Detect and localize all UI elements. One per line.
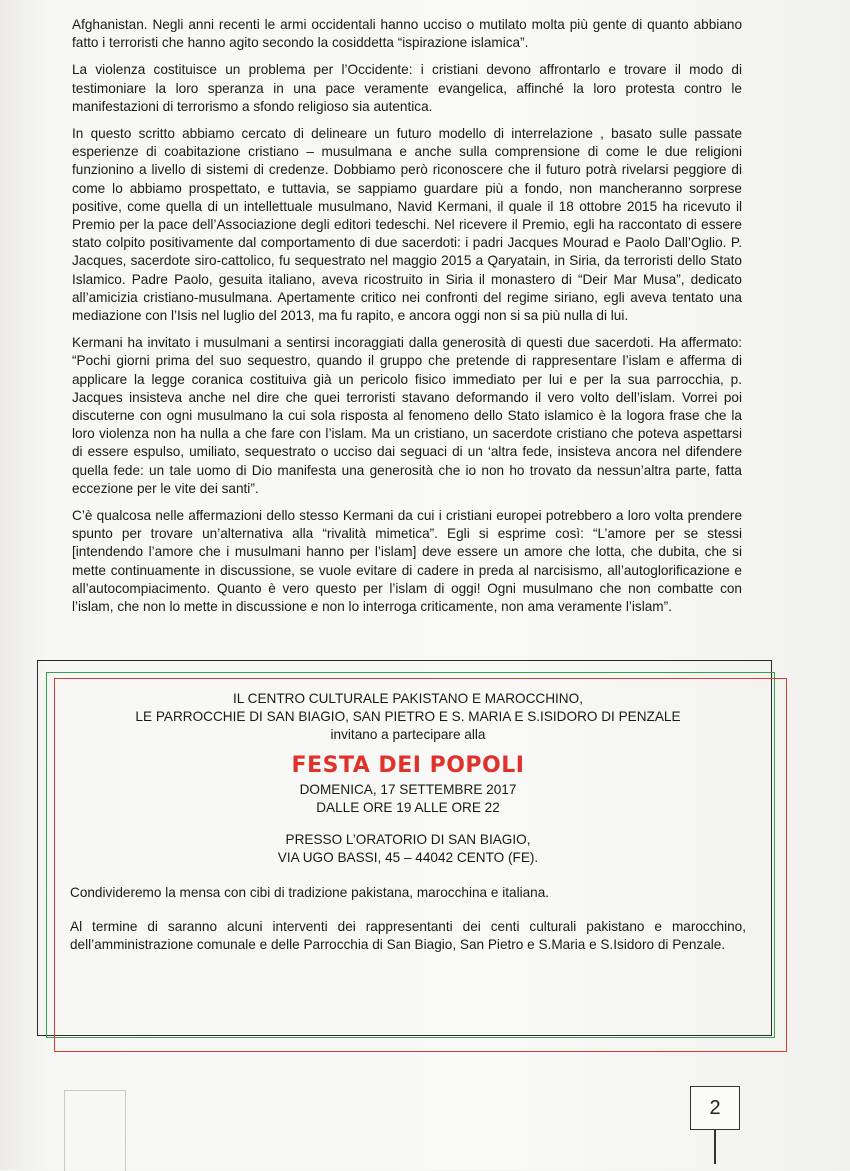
organizers-line-1: IL CENTRO CULTURALE PAKISTANO E MAROCCHINO, <box>233 691 583 706</box>
meal-text: Condivideremo la mensa con cibi di tradizione pakistana, marocchina e italiana. <box>70 884 550 900</box>
paragraph-5: C’è qualcosa nelle affermazioni dello stesso Kermani da cui i cristiani europei potrebbero a loro volta prendere spunto per trovare un’alternativa alla “rivalità mimetica”. Egli si esprime così: “L’amore per se stessi [intendendo l’amore che i musulmani hanno per l’islam] deve essere un amore che lotta, che dubita, che si mette continuamente in discussione, se vuole evitare di cadere in preda al narcisismo, all’autoglorificazione e all’autocompiacimento. Quanto è vero questo per l’islam di oggi! Ogni musulmano che non combatte con l’islam, che non lo mette in discussione e non lo interroga criticamente, non ama veramente l’islam”. <box>72 508 742 615</box>
event-time: DALLE ORE 19 ALLE ORE 22 <box>316 800 500 816</box>
event-date: DOMENICA, 17 SETTEMBRE 2017 <box>299 781 517 797</box>
event-invitation <box>70 690 746 954</box>
page-number-stem <box>714 1129 716 1164</box>
event-title: FESTA DEI POPOLI <box>291 752 525 778</box>
article-body <box>72 16 742 625</box>
paragraph-3: In questo scritto abbiamo cercato di delineare un futuro modello di interrelazione , basato sulle passate esperienze di coabitazione cristiano – musulmana e anche sulla comprensione di come le due religioni funzionino a livello di sistemi di credenze. Dobbiamo però riconoscere che il futuro potrà rivelarsi peggiore di come lo abbiamo prospettato, e tuttavia, se sappiamo guardare più a fondo, non mancheranno sorprese positive, come quella di un intellettuale musulmano, Navid Kermani, il quale il 18 ottobre 2015 ha ricevuto il Premio per la pace dell’Associazione degli editori tedeschi. Nel ricevere il Premio, egli ha raccontato di essere stato colpito positivamente dal comportamento di due sacerdoti: i padri Jacques Mourad e Paolo Dall’Oglio. P. Jacques, sacerdote siro-cattolico, fu sequestrato nel maggio 2015 a Qaryatain, in Siria, da terroristi dello Stato Islamico. Padre Paolo, gesuita italiano, aveva ricostruito in Siria il monastero di “Deir Mar Musa”, dedicato all’amicizia cristiano-musulmana. Apertamente critico nei confronti del regime siriano, egli aveva tentato una mediazione con l’Isis nel luglio del 2013, ma fu rapito, e ancora oggi non si sa più nulla di lui. <box>72 126 742 324</box>
event-place-line-2: VIA UGO BASSI, 45 – 44042 CENTO (FE). <box>277 850 539 866</box>
page-number: 2 <box>709 1096 721 1119</box>
page-number-box <box>690 1086 740 1130</box>
corner-mark <box>64 1090 126 1171</box>
paragraph-2: La violenza costituisce un problema per l’Occidente: i cristiani devono affrontarlo e trovare il modo di testimoniare la loro speranza in una pace veramente evangelica, affinché la loro protesta contro le manifestazioni di terrorismo a sfondo religioso sia autentica. <box>72 62 742 114</box>
paragraph-4: Kermani ha invitato i musulmani a sentirsi incoraggiati dalla generosità di questi due sacerdoti. Ha affermato: “Pochi giorni prima del suo sequestro, quando il gruppo che pretende di rappresentare l’islam e afferma di applicare la legge coranica costituiva già un pericolo fisico immediato per lui e per la sua parrocchia, p. Jacques insisteva anche nel dire che quei terroristi stavano deformando il vero volto dell’islam. Vorrei poi discuterne con ogni musulmano la cui sola risposta al fenomeno dello Stato islamico è la logora frase che la loro violenza non ha nulla a che fare con l’islam. Ma un cristiano, un sacerdote cristiano che poteva aspettarsi di essere espulso, umiliato, sequestrato o ucciso dai seguaci di un ‘altra fede, insisteva ancora nel difendere quella fede: un tale uomo di Dio manifesta una generosità che io non ho trovato da nessun’altra parte, fatta eccezione per le vite dei santi”. <box>72 335 742 496</box>
event-place-line-1: PRESSO L’ORATORIO DI SAN BIAGIO, <box>285 832 531 848</box>
invite-line: invitano a partecipare alla <box>330 727 486 743</box>
paragraph-1: Afghanistan. Negli anni recenti le armi occidentali hanno ucciso o mutilato molta più gente di quanto abbiano fatto i terroristi che hanno agito secondo la cosiddetta “ispirazione islamica”. <box>72 17 742 51</box>
organizers-line-2: LE PARROCCHIE DI SAN BIAGIO, SAN PIETRO E S. MARIA E S.ISIDORO DI PENZALE <box>135 709 681 725</box>
closing-text: Al termine di saranno alcuni interventi dei rappresentanti dei centi culturali pakistano e marocchino, dell’amministrazione comunale e delle Parrocchia di San Biagio, San Pietro e S.Maria e S.Isidoro di Penzale. <box>70 918 746 953</box>
